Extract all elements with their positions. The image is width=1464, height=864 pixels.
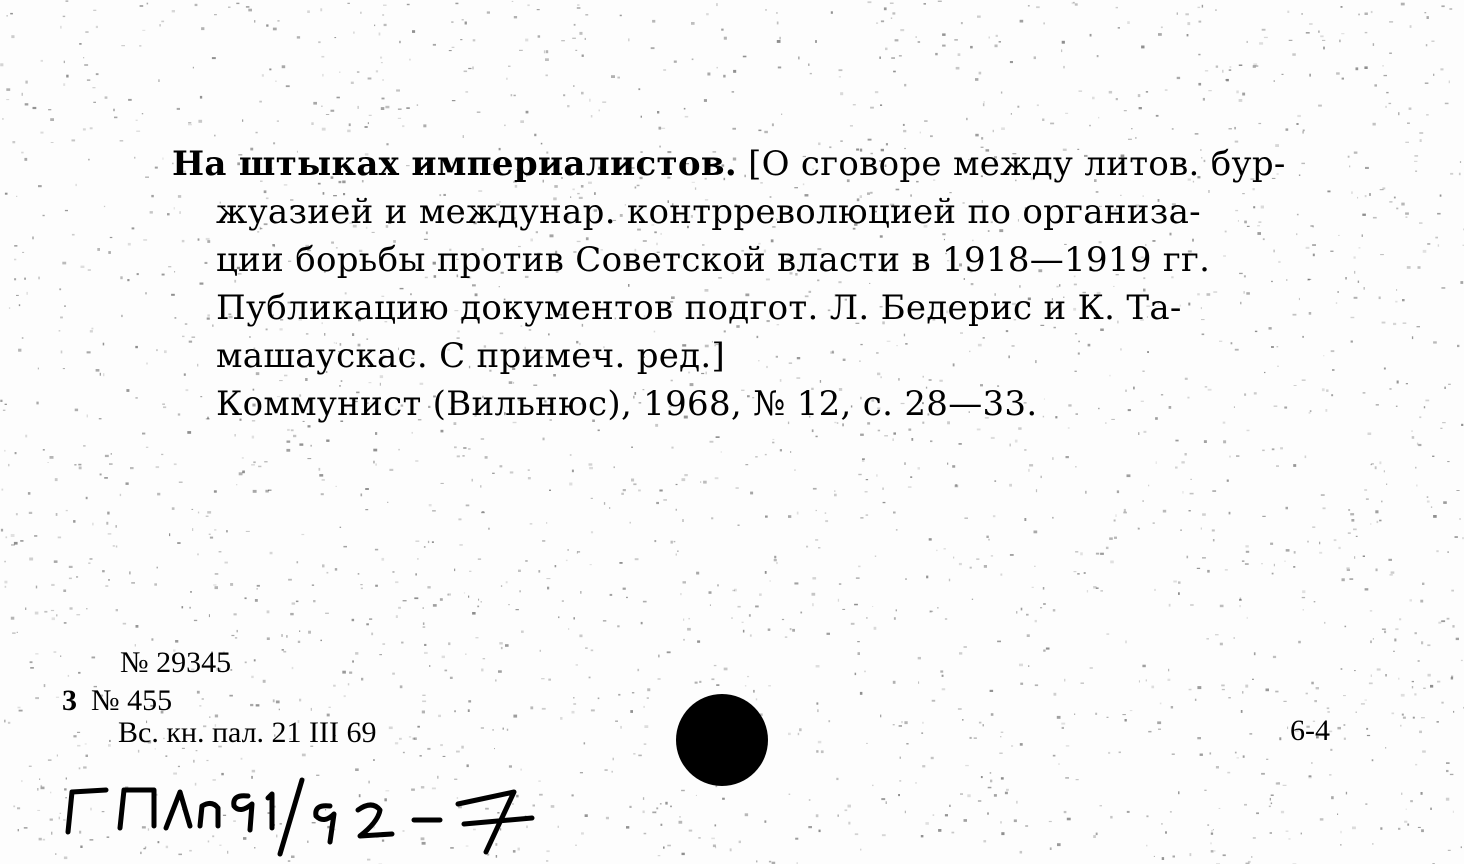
entry-line-4: Публикацию документов подгот. Л. Бедерис и К. Та- — [216, 288, 1182, 328]
bibliographic-entry — [172, 140, 1372, 428]
handwritten-shelfmark-glyphs — [62, 770, 582, 860]
secondary-number-mark: 3 — [62, 684, 77, 717]
entry-line-2: жуазией и междунар. контрреволюцией по организа- — [216, 192, 1201, 232]
handwritten-shelfmark — [62, 770, 582, 860]
entry-line-1 — [172, 140, 1372, 188]
entry-annotation-start: [О сговоре между литов. бур- — [736, 144, 1286, 184]
entry-line-5: машаускас. С примеч. ред.] — [216, 336, 726, 376]
entry-title: На штыках империалистов. — [172, 144, 737, 184]
chronicle-reference: Вс. кн. пал. 21 III 69 — [118, 716, 377, 749]
classification-code: 6-4 — [1290, 714, 1330, 747]
entry-line-3: ции борьбы против Советской власти в 1918—1919 гг. — [216, 240, 1211, 280]
secondary-number-row — [62, 684, 172, 718]
registration-number: № 29345 — [120, 646, 232, 679]
entry-source-line: Коммунист (Вильнюс), 1968, № 12, с. 28—33. — [216, 384, 1038, 424]
secondary-number: № 455 — [91, 684, 173, 717]
punch-hole — [676, 694, 768, 786]
